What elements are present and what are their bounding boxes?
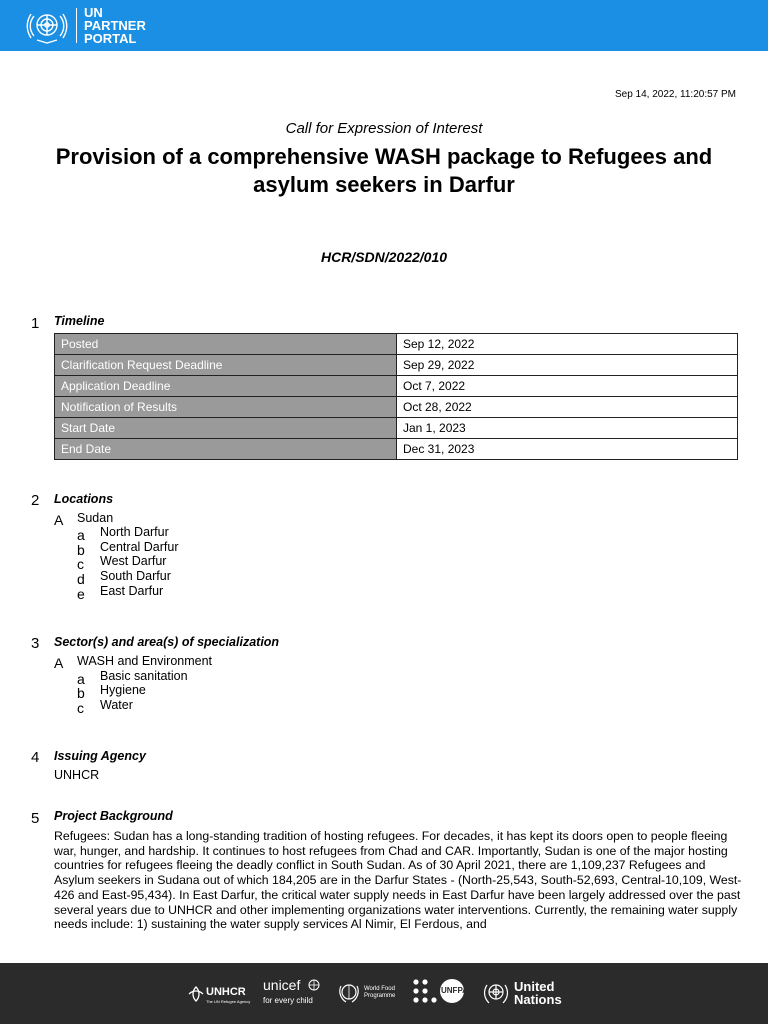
portal-line-2: PARTNER [84, 18, 146, 33]
unicef-name: unicef [263, 977, 301, 993]
document-title: Provision of a comprehensive WASH package to Refugees and asylum seekers in Darfur [55, 144, 713, 197]
list-item: Water [100, 698, 133, 712]
timeline-value: Dec 31, 2023 [397, 439, 738, 460]
portal-line-1: UN [84, 5, 103, 20]
list-letter: b [77, 685, 85, 701]
sector-name: WASH and Environment [77, 654, 213, 668]
table-row [55, 334, 738, 355]
section-number-sectors: 3 [31, 635, 40, 652]
partner-footer [0, 963, 768, 1024]
portal-line-3: PORTAL [84, 31, 137, 46]
list-item: Hygiene [100, 683, 146, 697]
section-title-agency: Issuing Agency [54, 749, 146, 763]
list-item: North Darfur [100, 525, 169, 539]
timeline-value: Oct 7, 2022 [397, 376, 738, 397]
table-row [55, 418, 738, 439]
wfp-line-1: World Food [364, 986, 395, 992]
timeline-label: Clarification Request Deadline [55, 355, 397, 376]
timeline-label: Application Deadline [55, 376, 397, 397]
table-row [55, 355, 738, 376]
list-letter: c [77, 700, 84, 716]
table-row [55, 397, 738, 418]
section-number-timeline: 1 [31, 315, 40, 332]
list-letter: A [54, 655, 64, 671]
list-letter: b [77, 542, 85, 558]
un-line-1: United [514, 979, 555, 994]
section-title-timeline: Timeline [54, 314, 105, 328]
unhcr-icon [187, 985, 205, 1003]
timeline-value: Sep 12, 2022 [397, 334, 738, 355]
timeline-label: Posted [55, 334, 397, 355]
list-item: Central Darfur [100, 540, 179, 554]
list-item: Basic sanitation [100, 669, 188, 683]
unicef-globe-icon [308, 979, 320, 991]
print-timestamp: Sep 14, 2022, 11:20:57 PM [614, 89, 736, 100]
list-letter: a [77, 527, 85, 543]
list-item: East Darfur [100, 584, 164, 598]
unfpa-dots-icon [412, 978, 438, 1004]
reference-number: HCR/SDN/2022/010 [320, 249, 448, 265]
list-letter: a [77, 671, 85, 687]
section-title-sectors: Sector(s) and area(s) of specialization [54, 635, 280, 649]
section-title-locations: Locations [54, 492, 114, 506]
timeline-value: Jan 1, 2023 [397, 418, 738, 439]
issuing-agency-value: UNHCR [54, 768, 100, 782]
location-country: Sudan [77, 511, 114, 525]
list-letter: e [77, 586, 85, 602]
timeline-label: Start Date [55, 418, 397, 439]
section-number-background: 5 [31, 810, 40, 827]
timeline-value: Oct 28, 2022 [397, 397, 738, 418]
list-item: South Darfur [100, 569, 171, 583]
timeline-value: Sep 29, 2022 [397, 355, 738, 376]
portal-logo-text[interactable] [84, 6, 146, 45]
wfp-line-2: Programme [364, 993, 396, 999]
project-background-text: Refugees: Sudan has a long-standing tradition of hosting refugees. For decades, it has kept its doors open to people fleeing war, hunger, and hardship. It continues to host refugees from Chad and CAR. Importantly, Sudan is one of the major hosting countries for refugees fleeing the deadly conflict in South Sudan. As of 30 April 2021, there are 1,109,237 Refugees and Asylum seekers in Sudana out of which 184,205 are in the Darfur States - (North-25,543, South-52,693, Central-10,109, West-426 and East-95,434). In East Darfur, the critical water supply needs in East Darfur have been largely addressed over the past several years due to UNHCR and other implementing organizations water interventions. Currently, the remaining water supply needs include: 1) sustaining the water supply services Al Nimir, El Ferdous, and [54, 829, 742, 932]
section-title-background: Project Background [54, 809, 173, 823]
list-letter: d [77, 571, 85, 587]
wfp-emblem-icon [338, 980, 360, 1004]
un-emblem-icon [25, 6, 69, 46]
top-header-bar [0, 0, 768, 51]
un-line-2: Nations [514, 992, 562, 1007]
unhcr-name: UNHCR [206, 986, 246, 998]
unicef-tagline: for every child [263, 996, 313, 1005]
list-letter: A [54, 512, 64, 528]
unfpa-name: UNFPA [441, 986, 468, 995]
timeline-label: End Date [55, 439, 397, 460]
section-number-agency: 4 [31, 749, 40, 766]
document-type: Call for Expression of Interest [285, 120, 483, 137]
un-emblem-icon [482, 979, 510, 1007]
timeline-table [54, 333, 738, 460]
table-row [55, 376, 738, 397]
header-divider [76, 8, 77, 43]
timeline-label: Notification of Results [55, 397, 397, 418]
list-item: West Darfur [100, 554, 167, 568]
table-row [55, 439, 738, 460]
section-number-locations: 2 [31, 492, 40, 509]
list-letter: c [77, 556, 84, 572]
unhcr-tagline: The UN Refugee Agency [206, 999, 251, 1004]
